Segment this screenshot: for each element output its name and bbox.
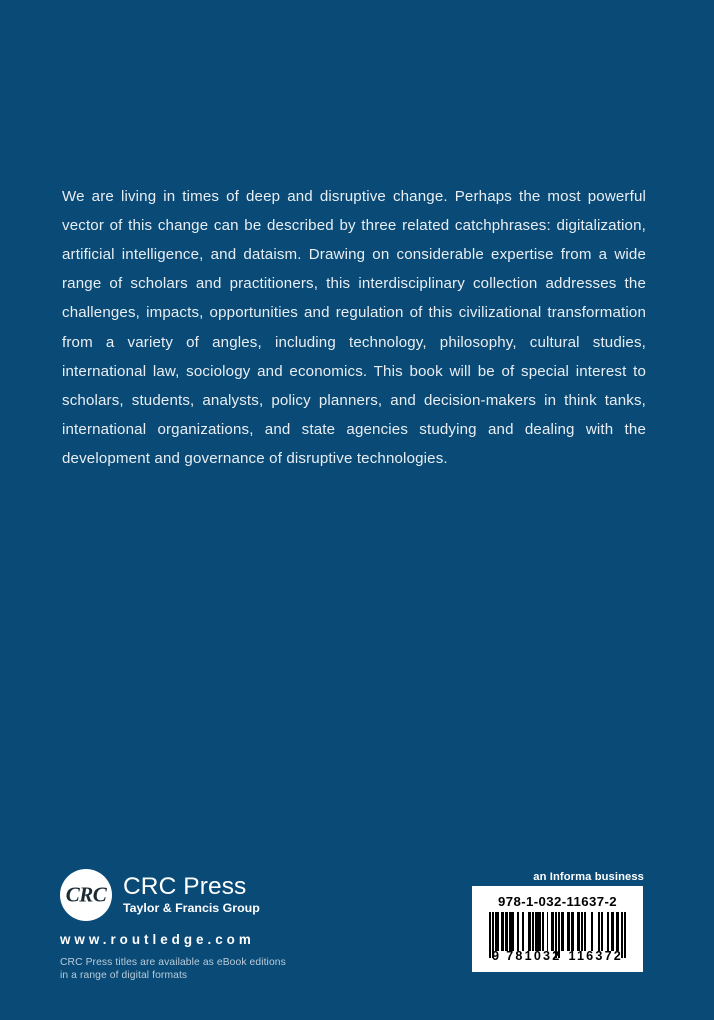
publisher-block	[60, 869, 320, 982]
publisher-website[interactable]: www.routledge.com	[60, 932, 255, 947]
isbn-number: 978-1-032-11637-2	[498, 894, 617, 909]
crc-press-logo	[60, 869, 320, 921]
ebook-note-line-1: CRC Press titles are available as eBook editions	[60, 957, 286, 968]
blurb-text: We are living in times of deep and disruptive change. Perhaps the most powerful vector of this change can be described by three related catchphrases: digitalization, artificial intelligence, and dataism. Drawing on considerable expertise from a wide range of scholars and practitioners, this interdisciplinary collection addresses the challenges, impacts, opportunities and regulation of this civilizational transformation from a variety of angles, including technology, philosophy, cultural studies, international law, sociology and economics. This book will be of special interest to scholars, students, analysts, policy planners, and decision-makers in think tanks, international organizations, and state agencies studying and dealing with the development and governance of disruptive technologies.	[62, 188, 646, 467]
ean-lead-digit: 9	[492, 949, 500, 963]
ean-right-group: 116372	[568, 949, 623, 963]
ebook-availability-note	[60, 956, 320, 982]
crc-press-wordmark	[123, 874, 260, 916]
isbn-barcode	[472, 886, 643, 972]
crc-roundel-label: CRC	[65, 882, 107, 906]
publisher-brand-name: CRC Press	[123, 873, 247, 900]
crc-roundel-icon	[60, 869, 112, 921]
publisher-division-name: Taylor & Francis Group	[123, 901, 260, 915]
ebook-note-line-2: in a range of digital formats	[60, 970, 188, 982]
informa-business-label: an Informa business	[533, 871, 644, 883]
ean-left-group: 781032	[506, 949, 562, 963]
ean-digits	[472, 949, 643, 963]
